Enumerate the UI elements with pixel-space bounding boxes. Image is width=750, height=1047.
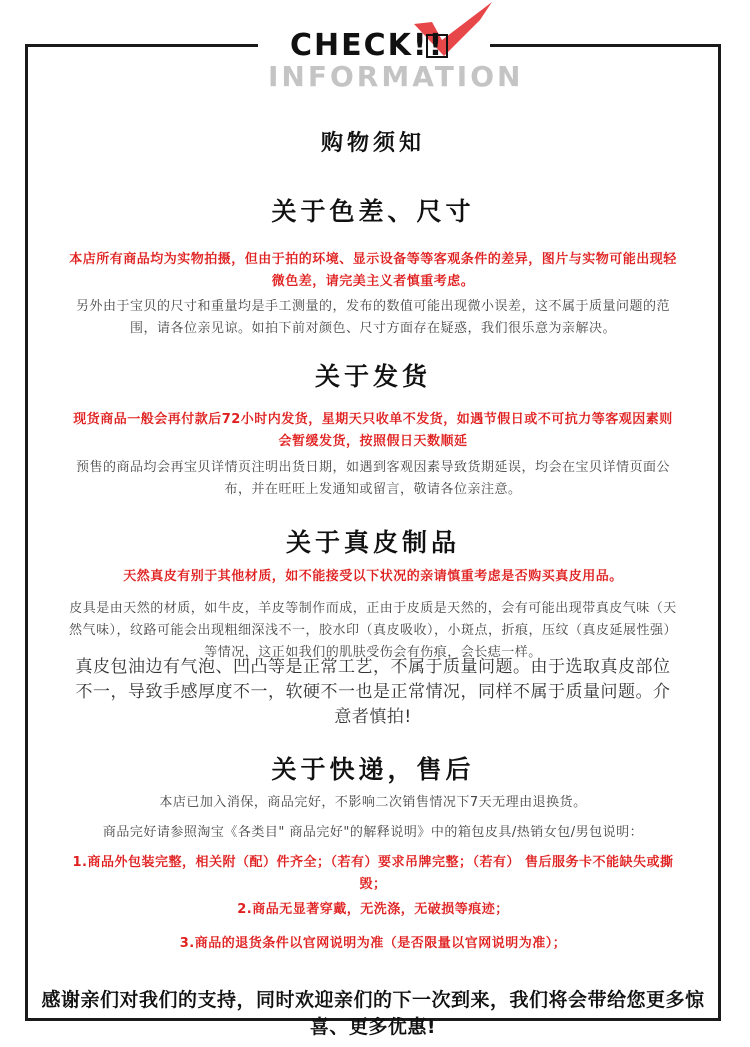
- checkbox-icon: [426, 34, 448, 58]
- section-leather-red-text: 天然真皮有别于其他材质，如不能接受以下状况的亲请慎重考虑是否购买真皮用品。: [123, 569, 623, 584]
- check-label: CHECK!!: [290, 28, 445, 63]
- section-leather-gray-text: 皮具是由天然的材质，如牛皮，羊皮等制作而成，正由于皮质是天然的，会有可能出现带真皮气味（天然气味），纹路可能会出现粗细深浅不一，胶水印（真皮吸收），小斑点，折痕，压纹（真皮延展性强）等情况，这正如我们的肌肤受伤会有伤痕，会长痣一样。: [68, 601, 677, 660]
- section-heading-color-size: 关于色差、尺寸: [271, 197, 475, 226]
- section-heading-after-sales: 关于快递，售后: [271, 755, 475, 784]
- section-shipping-red-text: 现货商品一般会再付款后72小时内发货，星期天只收单不发货，如遇节假日或不可抗力等客观因素则会暂缓发货，按照假日天数顺延: [73, 412, 673, 449]
- section-heading-shipping: 关于发货: [314, 362, 431, 391]
- after-sales-condition-1: 1.商品外包装完整，相关附（配）件齐全；（若有）要求吊牌完整；（若有） 售后服务卡不能缺失或撕毁；: [72, 855, 674, 892]
- after-sales-policy-text: 本店已加入消保，商品完好，不影响二次销售情况下7天无理由退换货。: [159, 795, 587, 810]
- after-sales-condition-2: 2.商品无显著穿戴，无洗涤，无破损等痕迹；: [237, 902, 509, 917]
- after-sales-condition-3: 3.商品的退货条件以官网说明为准（是否限量以官网说明为准）；: [179, 936, 567, 951]
- page-title: 购物须知: [320, 131, 425, 156]
- after-sales-reference-text: 商品完好请参照淘宝《各类目" 商品完好"的解释说明》中的箱包皮具/热销女包/男包说明：: [102, 825, 644, 840]
- section-leather-note: 真皮包油边有气泡、凹凸等是正常工艺，不属于质量问题。由于选取真皮部位不一，导致手感厚度不一，软硬不一也是正常情况，同样不属于质量问题。介意者慎拍!: [75, 657, 671, 727]
- section-color-size-red-text: 本店所有商品均为实物拍摄，但由于拍的环境、显示设备等等客观条件的差异，图片与实物可能出现轻微色差，请完美主义者慎重考虑。: [69, 252, 677, 289]
- section-color-size-gray-text: 另外由于宝贝的尺寸和重量均是手工测量的，发布的数值可能出现微小误差，这不属于质量问题的范围，请各位亲见谅。如拍下前对颜色、尺寸方面存在疑惑，我们很乐意为亲解决。: [75, 299, 670, 336]
- section-heading-leather: 关于真皮制品: [285, 528, 460, 557]
- section-shipping-gray-text: 预售的商品均会再宝贝详情页注明出货日期，如遇到客观因素导致货期延误，均会在宝贝详情页面公布，并在旺旺上发通知或留言，敬请各位亲注意。: [75, 460, 670, 497]
- footer-thanks: 感谢亲们对我们的支持，同时欢迎亲们的下一次到来，我们将会带给您更多惊喜、更多优惠!: [41, 989, 705, 1038]
- frame-top-left-line: [25, 44, 258, 47]
- frame-top-right-line: [490, 44, 721, 47]
- information-label: INFORMATION: [268, 60, 524, 93]
- header-badge: [258, 0, 524, 100]
